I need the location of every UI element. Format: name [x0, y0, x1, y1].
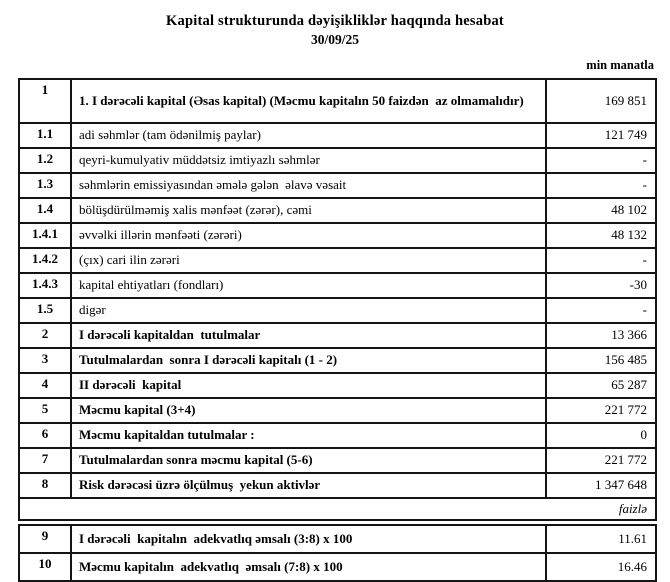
table-row [19, 473, 656, 498]
row-label: adi səhmlər (tam ödənilmiş paylar) [71, 123, 546, 148]
row-number: 1.3 [19, 173, 71, 198]
row-number: 1.4.3 [19, 273, 71, 298]
row-value: 156 485 [546, 348, 656, 373]
row-value: 169 851 [546, 79, 656, 123]
table-row [19, 298, 656, 323]
table-row [19, 148, 656, 173]
row-value: 13 366 [546, 323, 656, 348]
table-row [19, 398, 656, 423]
row-label: digər [71, 298, 546, 323]
table-row [19, 423, 656, 448]
percent-note-row [19, 498, 656, 520]
row-label: (çıx) cari ilin zərəri [71, 248, 546, 273]
table-row [19, 123, 656, 148]
table-row [19, 448, 656, 473]
unit-note: min manatla [586, 58, 654, 72]
row-number: 10 [19, 553, 71, 581]
table-row [19, 348, 656, 373]
row-number: 1.4.2 [19, 248, 71, 273]
row-label: qeyri-kumulyativ müddətsiz imtiyazlı səhmlər [71, 148, 546, 173]
row-value: - [546, 248, 656, 273]
row-label: Məcmu kapitaldan tutulmalar : [71, 423, 546, 448]
adequacy-ratio-table [18, 524, 657, 582]
report-date: 30/09/25 [310, 32, 359, 47]
row-label: bölüşdürülməmiş xalis mənfəət (zərər), cəmi [71, 198, 546, 223]
row-value: 221 772 [546, 448, 656, 473]
row-value: 121 749 [546, 123, 656, 148]
table-row [19, 553, 656, 581]
row-number: 1.2 [19, 148, 71, 173]
row-label: əvvəlki illərin mənfəəti (zərəri) [71, 223, 546, 248]
row-label: Risk dərəcəsi üzrə ölçülmuş yekun aktivlər [71, 473, 546, 498]
table-row [19, 273, 656, 298]
row-value: - [546, 298, 656, 323]
row-label: I dərəcəli kapitalın adekvatlıq əmsalı (3:8) x 100 [71, 525, 546, 553]
row-label: Tutulmalardan sonra məcmu kapital (5-6) [71, 448, 546, 473]
table-row [19, 525, 656, 553]
table-row [19, 79, 656, 123]
row-number: 3 [19, 348, 71, 373]
row-value: 48 132 [546, 223, 656, 248]
row-label: Tutulmalardan sonra I dərəcəli kapitalı (1 - 2) [71, 348, 546, 373]
row-number: 5 [19, 398, 71, 423]
row-value: 48 102 [546, 198, 656, 223]
row-number: 9 [19, 525, 71, 553]
capital-structure-table [18, 78, 657, 521]
table-row [19, 323, 656, 348]
row-label: Məcmu kapitalın adekvatlıq əmsalı (7:8) x 100 [71, 553, 546, 581]
row-number: 2 [19, 323, 71, 348]
table-row [19, 223, 656, 248]
row-value: 65 287 [546, 373, 656, 398]
table-row [19, 373, 656, 398]
report-title: Kapital strukturunda dəyişikliklər haqqında hesabat [166, 13, 504, 29]
row-value: 16.46 [546, 553, 656, 581]
percent-note: faizlə [19, 498, 656, 520]
row-number: 1.1 [19, 123, 71, 148]
row-label: Məcmu kapital (3+4) [71, 398, 546, 423]
row-number: 1.4 [19, 198, 71, 223]
row-number: 1.4.1 [19, 223, 71, 248]
row-number: 6 [19, 423, 71, 448]
row-number: 4 [19, 373, 71, 398]
row-value: 11.61 [546, 525, 656, 553]
row-value: 221 772 [546, 398, 656, 423]
table-row [19, 173, 656, 198]
row-label: 1. I dərəcəli kapital (Əsas kapital) (Məcmu kapitalın 50 faizdən az olmamalıdır) [71, 79, 546, 123]
row-value: - [546, 173, 656, 198]
row-value: 1 347 648 [546, 473, 656, 498]
row-number: 7 [19, 448, 71, 473]
row-number: 1 [19, 79, 71, 123]
row-value: 0 [546, 423, 656, 448]
row-value: - [546, 148, 656, 173]
row-number: 1.5 [19, 298, 71, 323]
row-label: kapital ehtiyatları (fondları) [71, 273, 546, 298]
table-row [19, 248, 656, 273]
row-label: səhmlərin emissiyasından əmələ gələn əlavə vəsait [71, 173, 546, 198]
row-number: 8 [19, 473, 71, 498]
table-row [19, 198, 656, 223]
row-value: -30 [546, 273, 656, 298]
row-label: I dərəcəli kapitaldan tutulmalar [71, 323, 546, 348]
row-label: II dərəcəli kapital [71, 373, 546, 398]
